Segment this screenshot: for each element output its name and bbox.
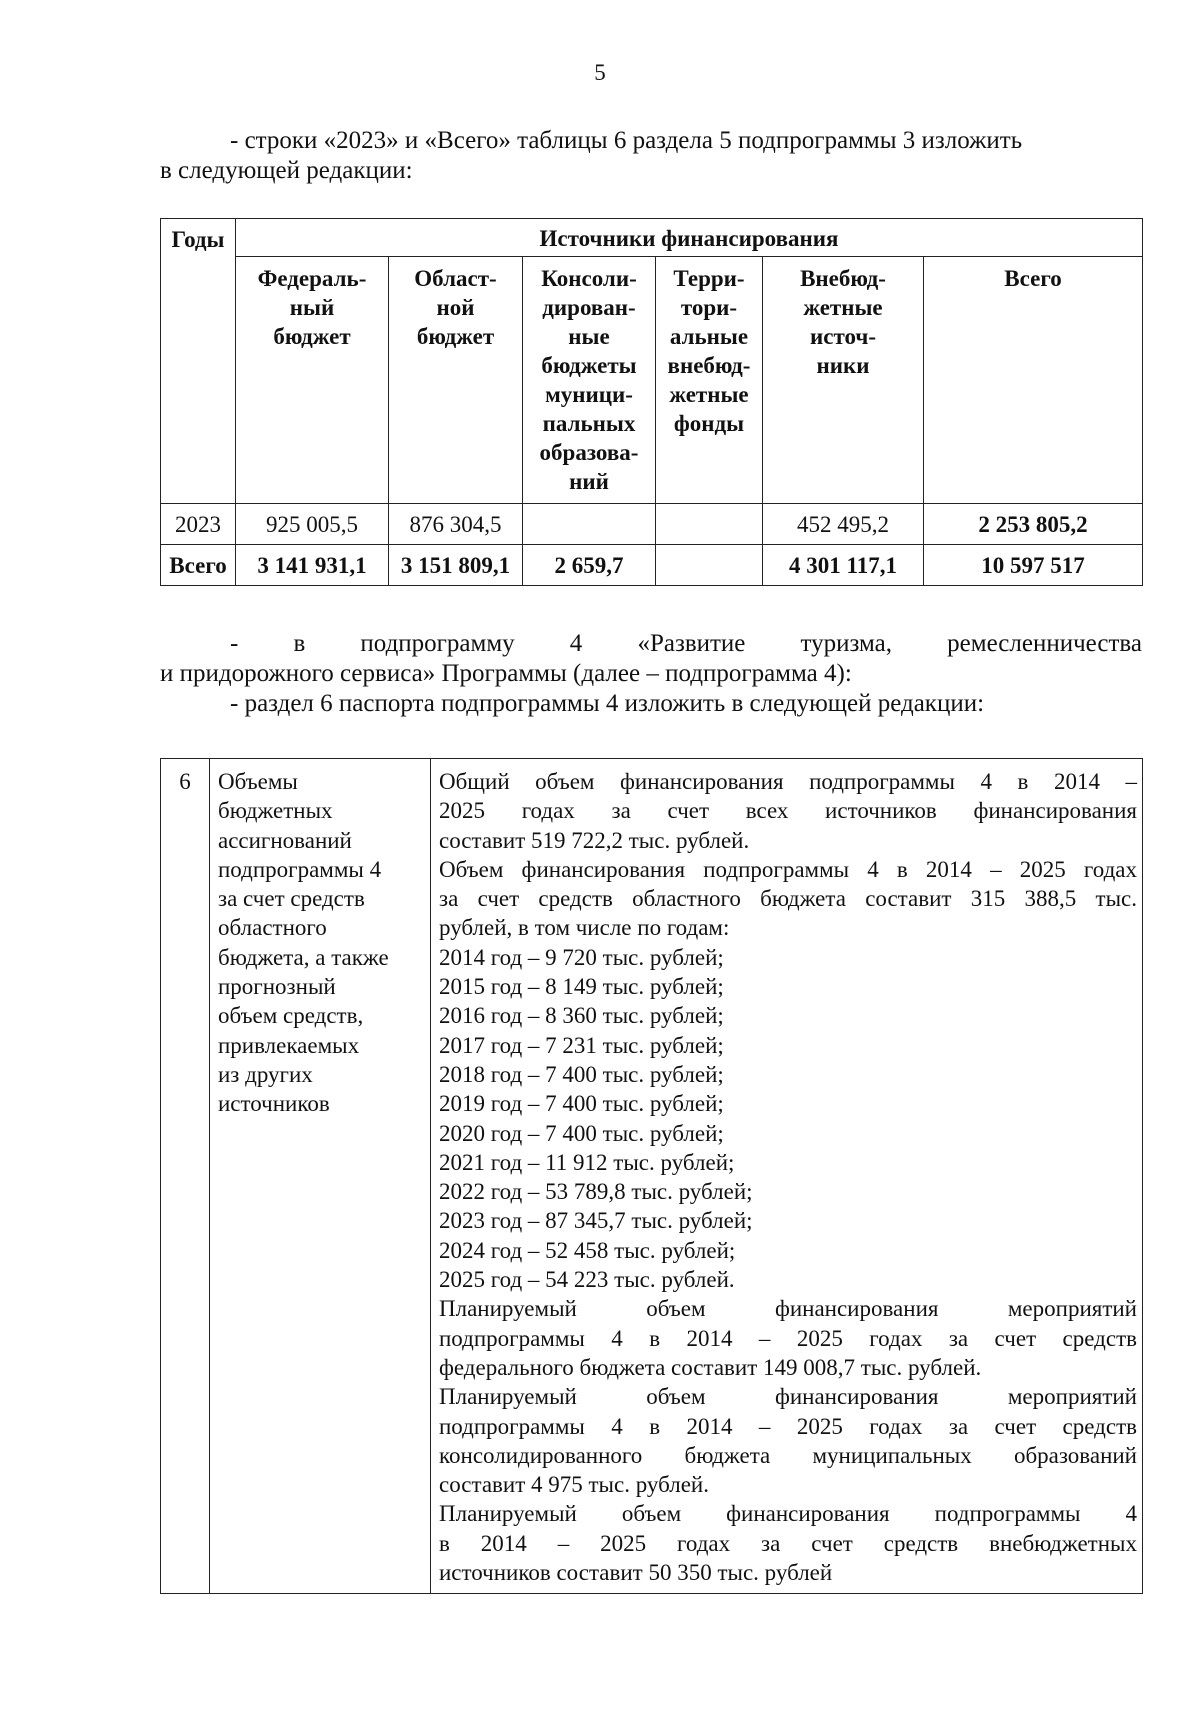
passport-row-label: Объемы бюджетных ассигнований подпрограммы 4 за счет средств областного бюджета, а также прогнозный объем средств, привлекаемых из других источников [210,759,431,1594]
cell-regional: 876 304,5 [389,504,523,545]
intro-line: в следующей редакции: [160,157,413,184]
cell-federal: 925 005,5 [236,504,389,545]
subheader-regional: Област- ной бюджет [389,257,523,504]
cell-year: 2023 [161,504,236,545]
cell-territorial [656,504,763,545]
passport-table [160,758,1143,1594]
passport-row [161,759,1143,1594]
page-number: 5 [594,60,606,85]
col-header-years: Годы [161,219,236,504]
subheader-extrabudgetary: Внебюд- жетные источ- ники [763,257,924,504]
cell-federal: 3 141 931,1 [236,545,389,586]
table-row [161,504,1143,545]
passport-row-number: 6 [161,759,210,1594]
subheader-federal: Федераль- ный бюджет [236,257,389,504]
subprogram4-line: и придорожного сервиса» Программы (далее – подпрограмма 4): [160,660,852,687]
funding-table [160,218,1143,586]
subprogram4-paragraph [160,629,1142,719]
col-header-sources: Источники финансирования [236,219,1143,257]
table-row [161,545,1143,586]
cell-total: 2 253 805,2 [924,504,1143,545]
subheader-municipal: Консоли- дирован- ные бюджеты муници- пальных образова- ний [523,257,656,504]
cell-year: Всего [161,545,236,586]
cell-regional: 3 151 809,1 [389,545,523,586]
cell-municipal [523,504,656,545]
subprogram4-line: - в подпрограмму 4 «Развитие туризма, ремесленничества [230,630,1142,657]
intro-line: - строки «2023» и «Всего» таблицы 6 раздела 5 подпрограммы 3 изложить [230,127,1023,154]
cell-extrabudgetary: 452 495,2 [763,504,924,545]
subprogram4-line: - раздел 6 паспорта подпрограммы 4 изложить в следующей редакции: [230,690,985,717]
cell-total: 10 597 517 [924,545,1143,586]
subheader-total: Всего [924,257,1143,504]
intro-paragraph [160,126,1142,186]
cell-municipal: 2 659,7 [523,545,656,586]
cell-territorial [656,545,763,586]
passport-row-content: Общий объем финансирования подпрограммы 4 в 2014 – 2025 годах за счет всех источников финансирования составит 519 722,2 тыс. рублей. Объем финансирования подпрограммы 4 в 2014 – 2025 годах за счет средств областного бюджета составит 315 388,5 тыс. рублей, в том числе по годам: 2014 год – 9 720 тыс. рублей; 2015 год – 8 149 тыс. рублей; 2016 год – 8 360 тыс. рублей; 2017 год – 7 231 тыс. рублей; 2018 год – 7 400 тыс. рублей; 2019 год – 7 400 тыс. рублей; 2020 год – 7 400 тыс. рублей; 2021 год – 11 912 тыс. рублей; 2022 год – 53 789,8 тыс. рублей; 2023 год – 87 345,7 тыс. рублей; 2024 год – 52 458 тыс. рублей; 2025 год – 54 223 тыс. рублей. Планируемый объем финансирования мероприятий подпрограммы 4 в 2014 – 2025 годах за счет средств федерального бюджета составит 149 008,7 тыс. рублей. Планируемый объем финансирования мероприятий подпрограммы 4 в 2014 – 2025 годах за счет средств консолидированного бюджета муниципальных образований составит 4 975 тыс. рублей. Планируемый объем финансирования подпрограммы 4 в 2014 – 2025 годах за счет средств внебюджетных источников составит 50 350 тыс. рублей [431,759,1143,1594]
subheader-territorial: Терри- тори- альные внебюд- жетные фонды [656,257,763,504]
cell-extrabudgetary: 4 301 117,1 [763,545,924,586]
